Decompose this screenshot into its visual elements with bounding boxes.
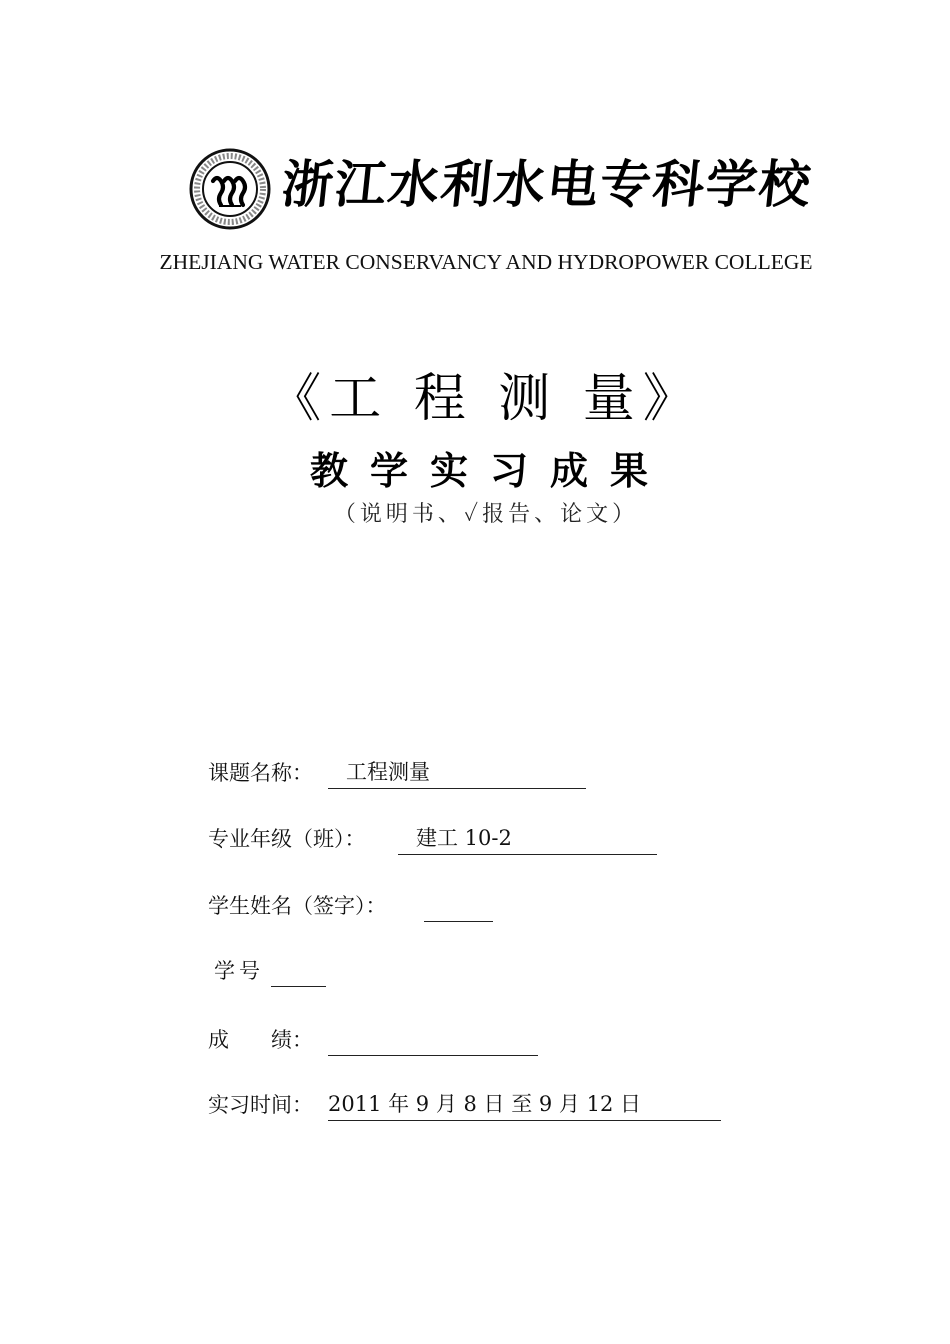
topic-value: 工程测量	[346, 760, 430, 784]
score-row	[208, 1024, 313, 1056]
student-id-label: 学号	[214, 959, 264, 983]
document-type-options: （说明书、✓报告、论文）	[333, 502, 639, 527]
student-id-value	[271, 958, 289, 982]
course-title: 《工 程 测 量》	[269, 369, 703, 429]
internship-time-row	[208, 1089, 641, 1121]
document-subtitle: 教学实习成果	[309, 449, 670, 493]
school-name-english: ZHEJIANG WATER CONSERVANCY AND HYDROPOWER COLLEGE	[159, 250, 813, 274]
topic-label: 课题名称：	[208, 761, 313, 785]
major-class-value: 建工 10-2	[416, 826, 512, 850]
major-class-row	[208, 823, 512, 855]
school-name-chinese: 浙江水利水电专科学校	[278, 155, 816, 215]
score-field[interactable]	[328, 1024, 538, 1056]
major-class-label: 专业年级（班）：	[208, 827, 366, 851]
student-id-row	[214, 955, 264, 987]
school-seal-icon	[189, 148, 271, 230]
student-id-field[interactable]	[271, 955, 326, 987]
topic-field[interactable]	[328, 757, 586, 789]
internship-time-field[interactable]	[328, 1089, 721, 1121]
student-name-row	[208, 890, 387, 922]
score-label: 成 绩：	[208, 1028, 313, 1052]
internship-time-label: 实习时间：	[208, 1093, 313, 1117]
score-value	[328, 1027, 346, 1051]
major-class-field[interactable]	[398, 823, 657, 855]
topic-row	[208, 757, 430, 789]
student-name-field[interactable]	[424, 890, 493, 922]
internship-time-value: 2011 年 9 月 8 日 至 9 月 12 日	[328, 1092, 641, 1116]
student-name-value	[424, 893, 442, 917]
student-name-label: 学生姓名（签字）：	[208, 894, 387, 918]
